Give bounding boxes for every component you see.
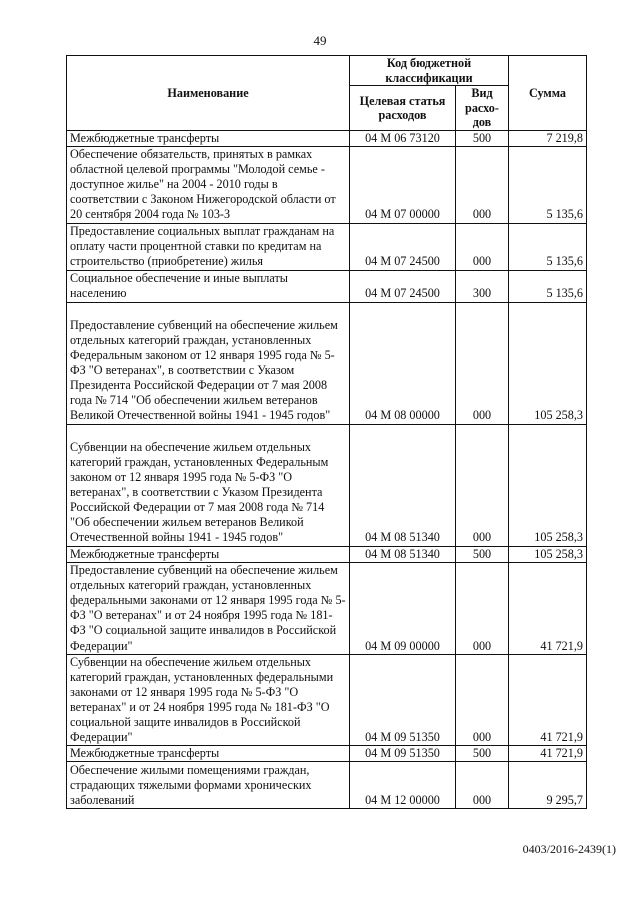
- row-type: 000: [456, 654, 509, 746]
- row-type: 500: [456, 131, 509, 147]
- table-header: [67, 56, 587, 131]
- header-expense-type: Вид расхо-дов: [456, 86, 509, 131]
- table-body: [67, 131, 587, 809]
- header-sum: Сумма: [509, 56, 587, 131]
- document-footer-code: 0403/2016-2439(1): [522, 842, 616, 856]
- row-type: 000: [456, 147, 509, 223]
- row-name: Предоставление социальных выплат гражданам на оплату части процентной ставки по кредитам на строительство (приобретение) жилья: [67, 223, 350, 270]
- row-code: 04 М 08 51340: [350, 546, 456, 562]
- row-name: Предоставление субвенций на обеспечение жильем отдельных категорий граждан, установленных федеральными законами от 12 января 1995 года № 5-ФЗ "О ветеранах" и от 24 ноября 1995 года № 181-ФЗ "О социальной защите инвалидов в Российской Федерации": [67, 562, 350, 654]
- row-name: Обеспечение обязательств, принятых в рамках областной целевой программы "Молодой семье - доступное жилье" на 2004 - 2010 годы в соответствии с Законом Нижегородской области от 20 сентября 2004 года № 103-З: [67, 147, 350, 223]
- row-name: Межбюджетные трансферты: [67, 746, 350, 762]
- row-code: 04 М 09 51350: [350, 746, 456, 762]
- row-code: 04 М 07 24500: [350, 270, 456, 302]
- row-sum: 7 219,8: [509, 131, 587, 147]
- table-row: [67, 562, 587, 654]
- row-code: 04 М 06 73120: [350, 131, 456, 147]
- row-type: 500: [456, 746, 509, 762]
- table-row: [67, 762, 587, 809]
- row-name: Межбюджетные трансферты: [67, 131, 350, 147]
- header-classification: Код бюджетной классификации: [350, 56, 509, 86]
- row-sum: 41 721,9: [509, 562, 587, 654]
- table-row: [67, 546, 587, 562]
- row-code: 04 М 09 51350: [350, 654, 456, 746]
- row-name: Социальное обеспечение и иные выплаты населению: [67, 270, 350, 302]
- row-code: 04 М 07 00000: [350, 147, 456, 223]
- row-code: 04 М 07 24500: [350, 223, 456, 270]
- table-row: [67, 131, 587, 147]
- row-name: Субвенции на обеспечение жильем отдельных категорий граждан, установленных федеральными законами от 12 января 1995 года № 5-ФЗ "О ветеранах" и от 24 ноября 1995 года № 181-ФЗ "О социальной защите инвалидов в Российской Федерации": [67, 654, 350, 746]
- header-name: Наименование: [67, 56, 350, 131]
- row-type: 000: [456, 762, 509, 809]
- row-code: 04 М 08 51340: [350, 424, 456, 546]
- row-name: Предоставление субвенций на обеспечение жильем отдельных категорий граждан, установленных Федеральным законом от 12 января 1995 года № 5-ФЗ "О ветеранах", в соответствии с Указом Президента Российской Федерации от 7 мая 2008 года № 714 "Об обеспечении жильем ветеранов Великой Отечественной войны 1941 - 1945 годов": [67, 302, 350, 424]
- row-sum: 9 295,7: [509, 762, 587, 809]
- table-row: [67, 302, 587, 424]
- row-sum: 5 135,6: [509, 223, 587, 270]
- row-type: 000: [456, 223, 509, 270]
- row-sum: 105 258,3: [509, 302, 587, 424]
- row-code: 04 М 08 00000: [350, 302, 456, 424]
- table-row: [67, 147, 587, 223]
- table-row: [67, 223, 587, 270]
- row-name: Субвенции на обеспечение жильем отдельных категорий граждан, установленных Федеральным законом от 12 января 1995 года № 5-ФЗ "О ветеранах", в соответствии с Указом Президента Российской Федерации от 7 мая 2008 года № 714 "Об обеспечении жильем ветеранов Великой Отечественной войны 1941 - 1945 годов": [67, 424, 350, 546]
- row-type: 000: [456, 424, 509, 546]
- table-row: [67, 424, 587, 546]
- table-row: [67, 270, 587, 302]
- table-row: [67, 654, 587, 746]
- row-sum: 41 721,9: [509, 746, 587, 762]
- row-sum: 105 258,3: [509, 546, 587, 562]
- row-type: 300: [456, 270, 509, 302]
- page-number: 49: [313, 33, 327, 48]
- header-target-article: Целевая статья расходов: [350, 86, 456, 131]
- row-name: Обеспечение жилыми помещениями граждан, страдающих тяжелыми формами хронических заболеваний: [67, 762, 350, 809]
- row-type: 000: [456, 302, 509, 424]
- row-type: 500: [456, 546, 509, 562]
- row-code: 04 М 09 00000: [350, 562, 456, 654]
- row-sum: 105 258,3: [509, 424, 587, 546]
- budget-table: [66, 55, 587, 809]
- row-code: 04 М 12 00000: [350, 762, 456, 809]
- row-type: 000: [456, 562, 509, 654]
- row-sum: 5 135,6: [509, 147, 587, 223]
- row-sum: 5 135,6: [509, 270, 587, 302]
- table-row: [67, 746, 587, 762]
- row-sum: 41 721,9: [509, 654, 587, 746]
- row-name: Межбюджетные трансферты: [67, 546, 350, 562]
